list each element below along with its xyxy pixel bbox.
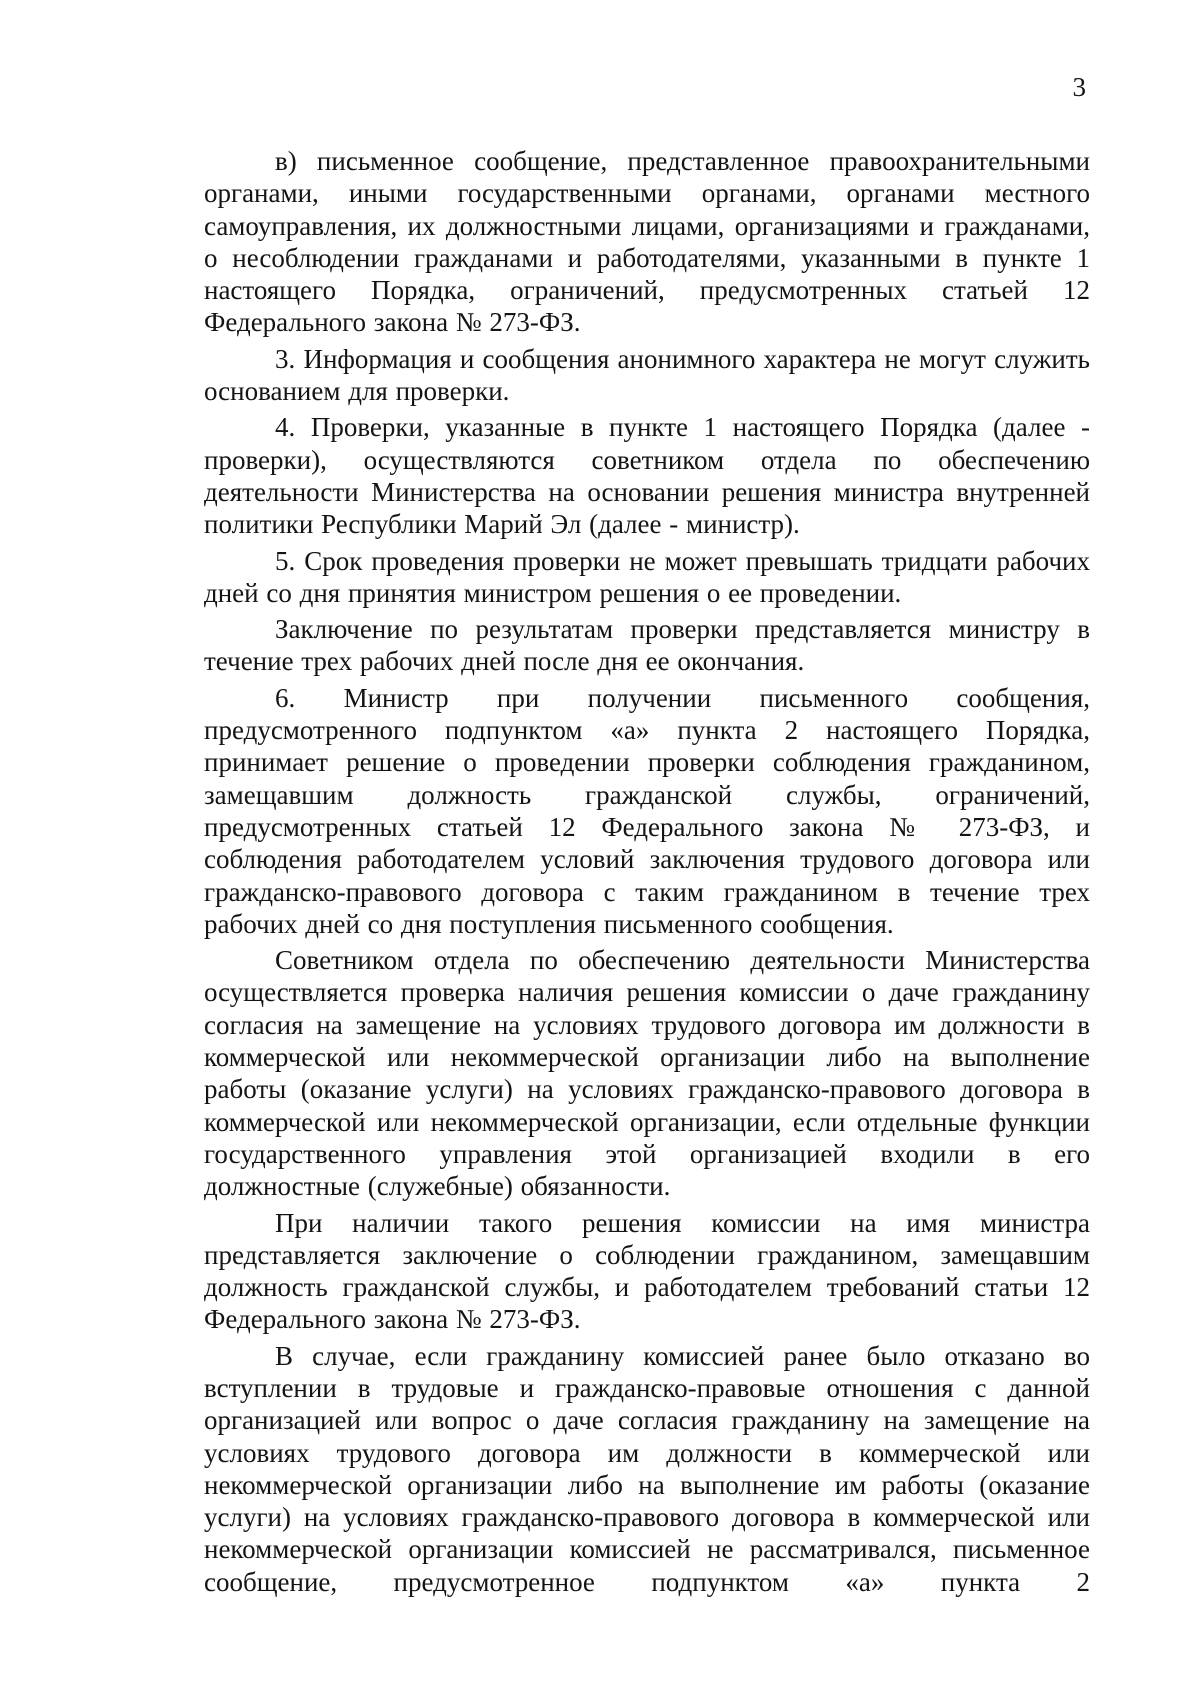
paragraph-5: 5. Срок проведения проверки не может превышать тридцати рабочих дней со дня принятия министром решения о ее проведении. bbox=[204, 545, 1090, 608]
paragraph-6-refusal: В случае, если гражданину комиссией ранее было отказано во вступлении в трудовые и гражданско-правовые отношения с данной организацией или вопрос о даче согласия гражданину на замещение на условиях трудового договора им должности в коммерческой или некоммерческой организации либо на выполнение им работы (оказание услуги) на условиях гражданско-правового договора в коммерческой или некоммерческой организации комиссией не рассматривался, письменное сообщение, предусмотренное подпунктом «а» пункта 2 bbox=[204, 1340, 1090, 1597]
paragraph-6-check: Советником отдела по обеспечению деятельности Министерства осуществляется проверка наличия решения комиссии о даче гражданину согласия на замещение на условиях трудового договора им должности в коммерческой или некоммерческой организации либо на выполнение работы (оказание услуги) на условиях гражданско-правового договора в коммерческой или некоммерческой организации, если отдельные функции государственного управления этой организацией входили в его должностные (служебные) обязанности. bbox=[204, 945, 1090, 1202]
paragraph-3: 3. Информация и сообщения анонимного характера не могут служить основанием для проверки. bbox=[204, 343, 1090, 407]
paragraph-2v: в) письменное сообщение, представленное правоохранительными органами, иными государственными органами, органами местного самоуправления, их должностными лицами, организациями и гражданами, о несоблюдении гражданами и работодателями, указанными в пункте 1 настоящего Порядка, ограничений, предусмотренных статьей 12 Федерального закона № 273-ФЗ. bbox=[204, 146, 1090, 338]
paragraph-5-conclusion: Заключение по результатам проверки представляется министру в течение трех рабочих дней после дня ее окончания. bbox=[204, 614, 1090, 677]
paragraph-4: 4. Проверки, указанные в пункте 1 настоящего Порядка (далее - проверки), осуществляются советником отдела по обеспечению деятельности Министерства на основании решения министра внутренней политики Республики Марий Эл (далее - министр). bbox=[204, 412, 1090, 540]
document-body bbox=[204, 145, 1090, 1602]
page-number: 3 bbox=[1072, 72, 1086, 102]
paragraph-6: 6. Министр при получении письменного сообщения, предусмотренного подпунктом «а» пункта 2 настоящего Порядка, принимает решение о проведении проверки соблюдения гражданином, замещавшим должность гражданской службы, ограничений, предусмотренных статьей 12 Федерального закона № 273-ФЗ, и соблюдения работодателем условий заключения трудового договора или гражданско-правового договора с таким гражданином в течение трех рабочих дней со дня поступления письменного сообщения. bbox=[204, 682, 1090, 939]
paragraph-6-decision: При наличии такого решения комиссии на имя министра представляется заключение о соблюдении гражданином, замещавшим должность гражданской службы, и работодателем требований статьи 12 Федерального закона № 273-ФЗ. bbox=[204, 1207, 1090, 1335]
